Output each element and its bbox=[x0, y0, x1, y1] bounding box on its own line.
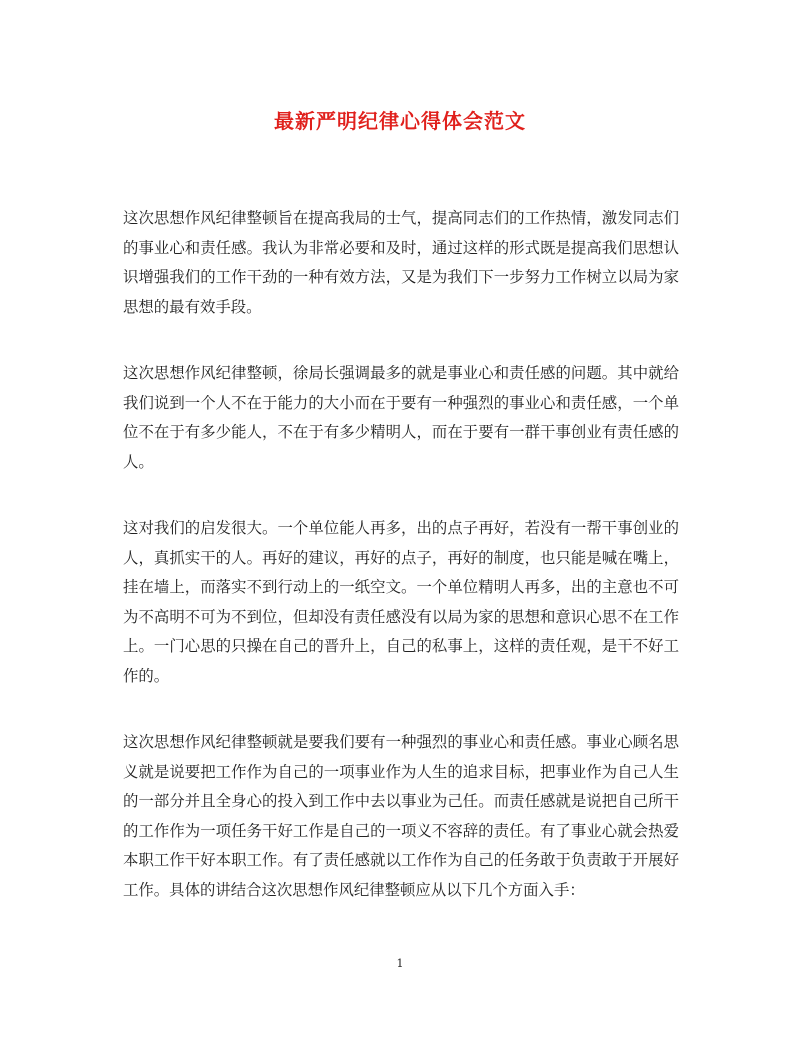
document-title: 最新严明纪律心得体会范文 bbox=[274, 109, 526, 133]
paragraph-4: 这次思想作风纪律整顿就是要我们要有一种强烈的事业心和责任感。事业心顾名思义就是说要把工作作为自己的一项事业作为人生的追求目标，把事业作为自己人生的一部分并且全身心的投入到工作中去以事业为己任。而责任感就是说把自己所干的工作作为一项任务干好工作是自己的一项义不容辞的责任。有了事业心就会热爱本职工作干好本职工作。有了责任感就以工作作为自己的任务敢于负责敢于开展好工作。具体的讲结合这次思想作风纪律整顿应从以下几个方面入手： bbox=[123, 733, 679, 899]
document-body bbox=[123, 204, 679, 942]
paragraph-1: 这次思想作风纪律整顿旨在提高我局的士气，提高同志们的工作热情，激发同志们的事业心和责任感。我认为非常必要和及时，通过这样的形式既是提高我们思想认识增强我们的工作干劲的一种有效方法，又是为我们下一步努力工作树立以局为家思想的最有效手段。 bbox=[123, 209, 679, 316]
paragraph-3: 这对我们的启发很大。一个单位能人再多，出的点子再好，若没有一帮干事创业的人，真抓实干的人。再好的建议，再好的点子，再好的制度，也只能是喊在嘴上，挂在墙上，而落实不到行动上的一纸空文。一个单位精明人再多，出的主意也不可为不高明不可为不到位，但却没有责任感没有以局为家的思想和意识心思不在工作上。一门心思的只操在自己的晋升上，自己的私事上，这样的责任观，是干不好工作的。 bbox=[123, 519, 679, 685]
page-number: 1 bbox=[396, 957, 404, 970]
paragraph-2: 这次思想作风纪律整顿，徐局长强调最多的就是事业心和责任感的问题。其中就给我们说到一个人不在于能力的大小而在于要有一种强烈的事业心和责任感，一个单位不在于有多少能人，不在于有多少精明人，而在于要有一群干事创业有责任感的人。 bbox=[123, 364, 679, 471]
